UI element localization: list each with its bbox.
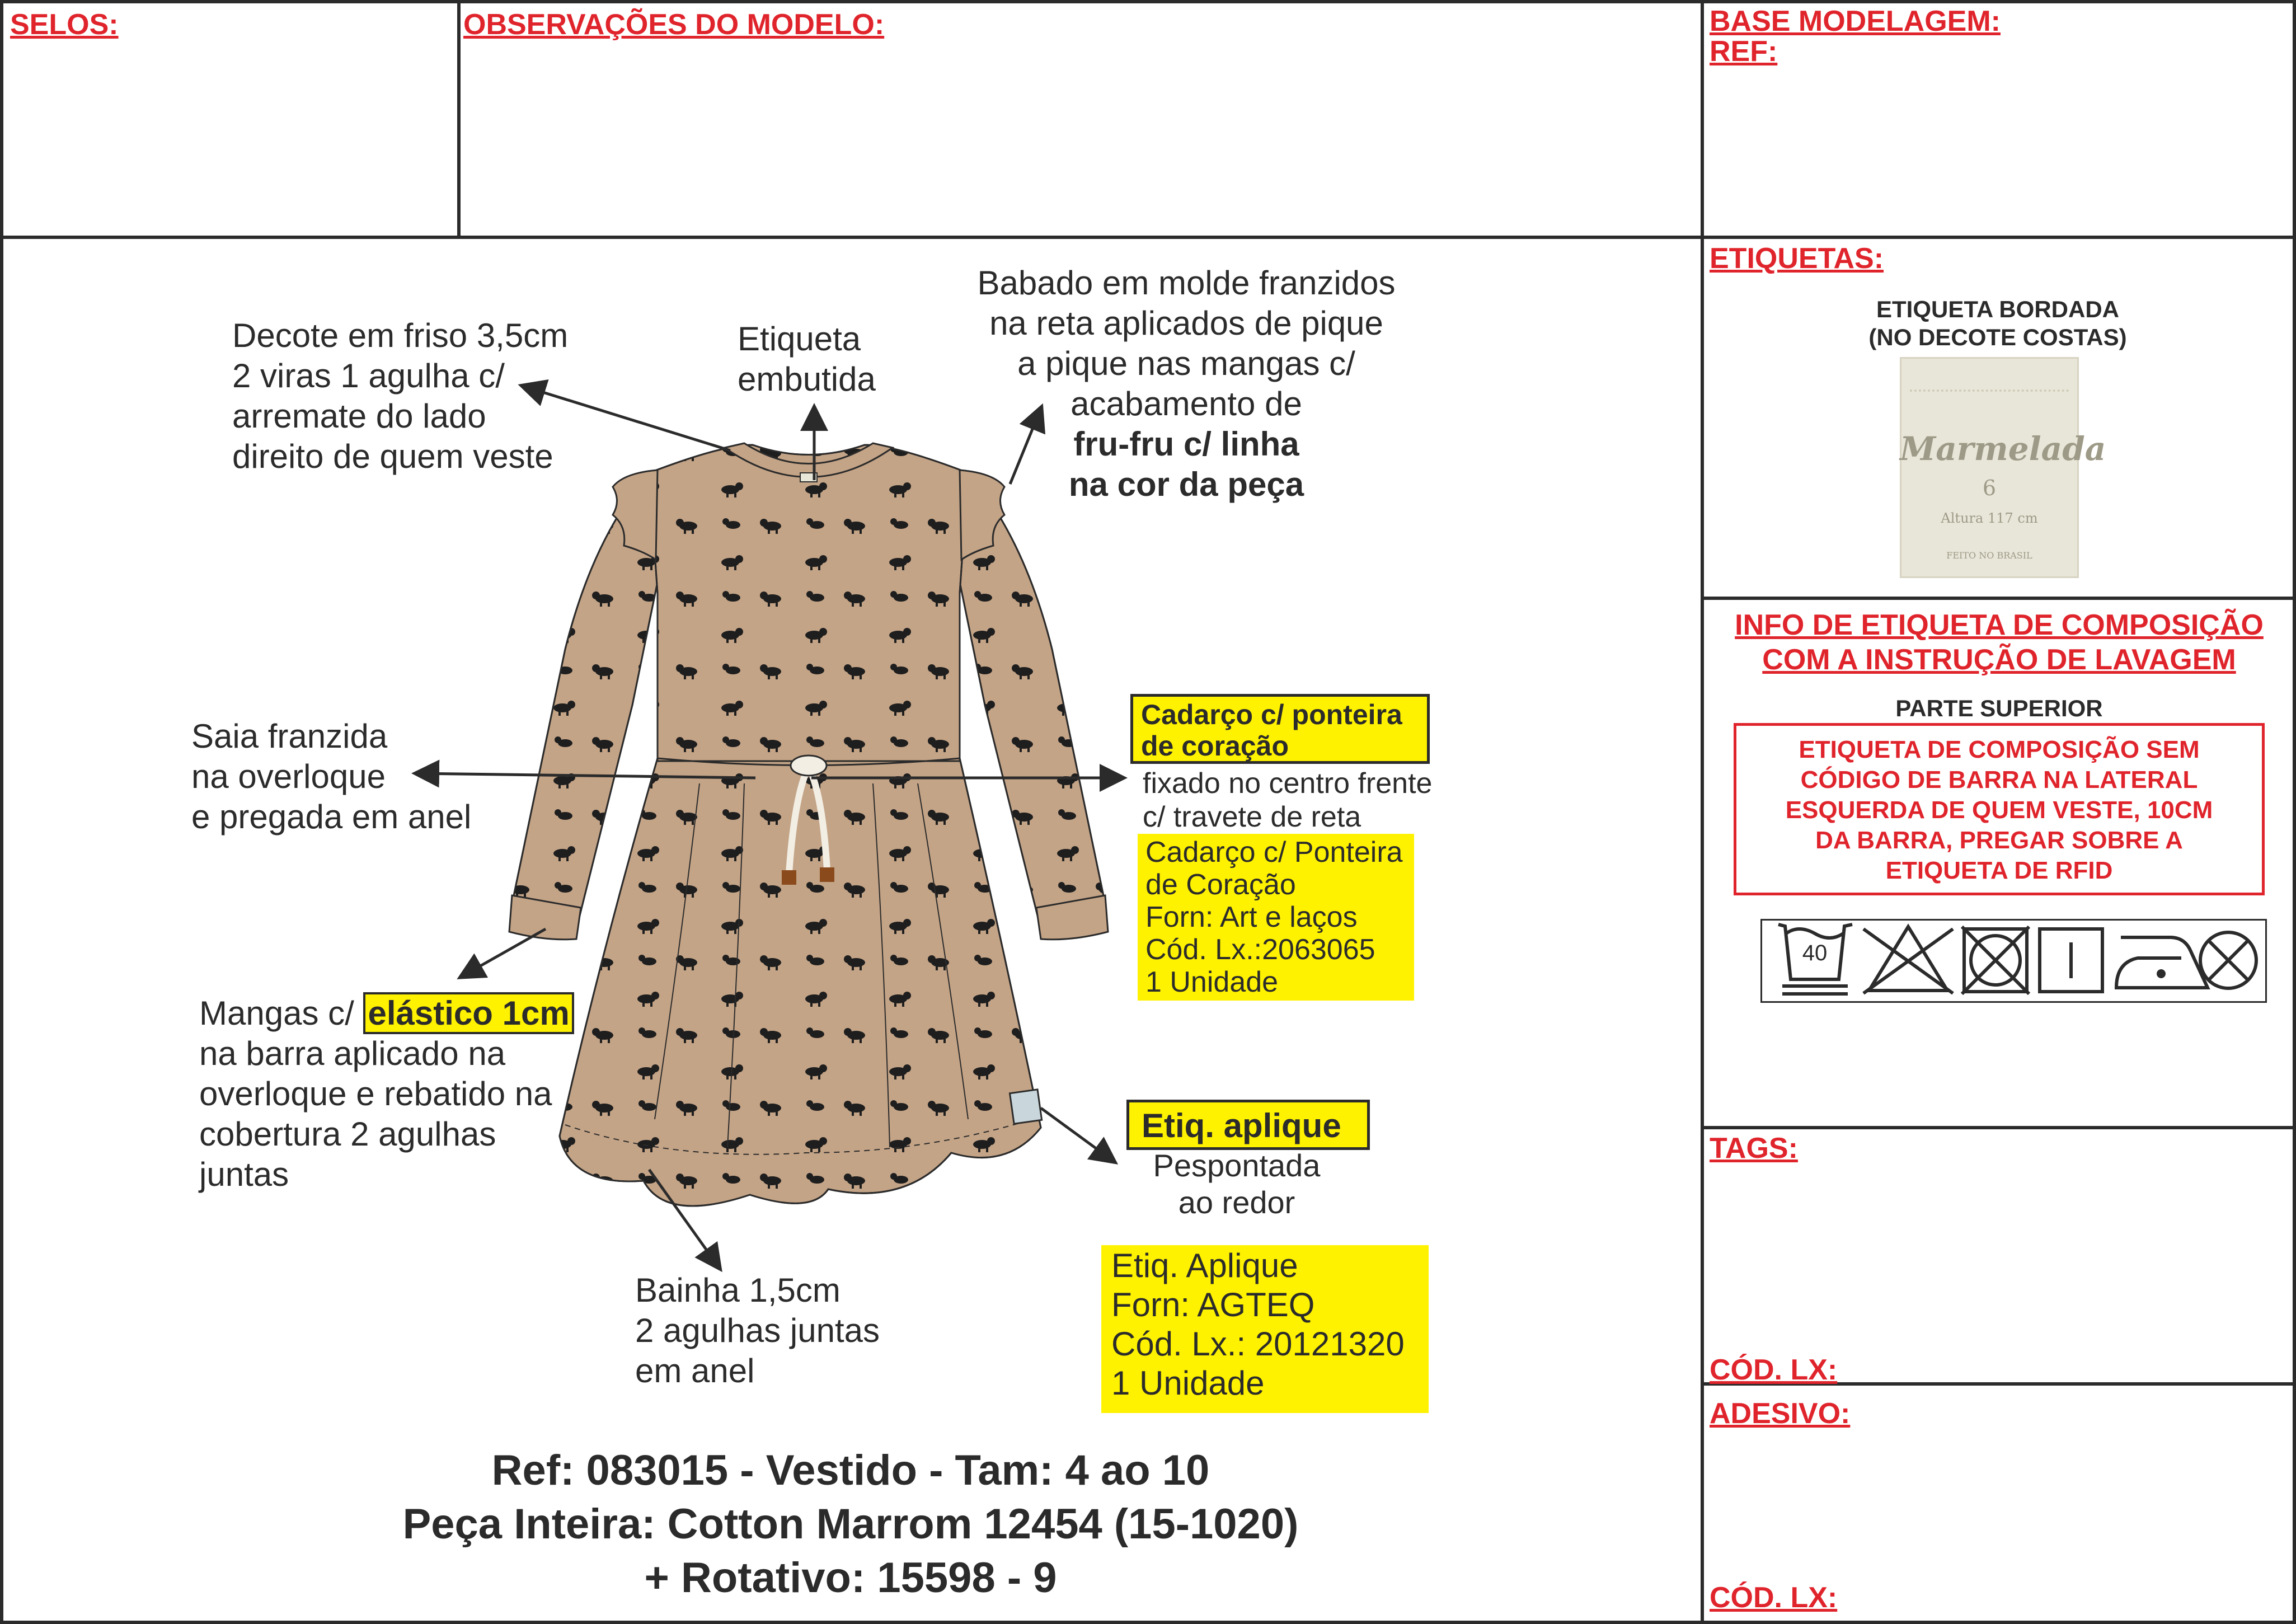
annotation-babado: Babado em molde franzidos na reta aplicados de pique a pique nas mangas c/ acabamento de fru-fru c/ linha na cor da peça <box>977 264 1396 503</box>
adesivo-header: ADESIVO: <box>1710 1397 1851 1430</box>
arrow-mangas <box>462 929 546 977</box>
svg-text:40: 40 <box>1802 941 1828 965</box>
etiquetas-header: ETIQUETAS: <box>1710 242 1884 275</box>
elastico-highlight: elástico 1cm <box>363 992 574 1034</box>
selos-header: SELOS: <box>10 8 119 41</box>
tags-cod-lx: CÓD. LX: <box>1710 1354 1838 1386</box>
cadarco-title-box: Cadarço c/ ponteira de coração <box>1130 694 1430 764</box>
base-modelagem-header: BASE MODELAGEM: <box>1710 5 2001 37</box>
aplique-supplier-box: Etiq. Aplique Forn: AGTEQ Cód. Lx.: 20121320 1 Unidade <box>1101 1245 1429 1413</box>
label-made: FEITO NO BRASIL <box>1946 550 2032 561</box>
composition-title: INFO DE ETIQUETA DE COMPOSIÇÃO COM A INSTRUÇÃO DE LAVAGEM <box>1735 609 2264 676</box>
applique-label <box>1010 1090 1041 1124</box>
footer-fabric: Peça Inteira: Cotton Marrom 12454 (15-1020) <box>402 1500 1299 1548</box>
observacoes-header: OBSERVAÇÕES DO MODELO: <box>463 8 885 41</box>
footer-spec <box>0 1444 1701 1605</box>
tags-header: TAGS: <box>1710 1132 1798 1165</box>
etiq-aplique-title-box: Etiq. aplique <box>1126 1100 1370 1150</box>
heart-tip-right <box>820 867 834 882</box>
heart-tip-left <box>782 870 796 885</box>
annotation-saia: Saia franzida na overloque e pregada em anel <box>191 717 472 836</box>
annotation-etiqueta: Etiqueta embutida <box>738 320 876 398</box>
label-height: Altura 117 cm <box>1941 510 2038 526</box>
composition-box: ETIQUETA DE COMPOSIÇÃO SEM CÓDIGO DE BARRA NA LATERAL ESQUERDA DE QUEM VESTE, 10CM DA BARRA, PREGAR SOBRE A ETIQUETA DE RFID <box>1734 723 2265 895</box>
annotation-mangas: Mangas c/ elástico 1cm na barra aplicado na overloque e rebatido na cobertura 2 agulhas juntas <box>199 993 574 1195</box>
label-size: 6 <box>1982 476 1997 500</box>
annotation-pespontada: Pespontada ao redor <box>1153 1148 1321 1220</box>
footer-ref: Ref: 083015 - Vestido - Tam: 4 ao 10 <box>491 1447 1210 1494</box>
arrow-aplique <box>1041 1108 1114 1161</box>
annotation-cadarco-desc: fixado no centro frente c/ travete de reta <box>1143 767 1433 833</box>
footer-print: + Rotativo: 15598 - 9 <box>644 1554 1057 1602</box>
annotation-bainha: Bainha 1,5cm 2 agulhas juntas em anel <box>635 1271 880 1390</box>
ref-header: REF: <box>1710 35 1778 68</box>
embroidered-label-title: ETIQUETA BORDADA (NO DECOTE COSTAS) <box>1868 296 2127 350</box>
parte-superior: PARTE SUPERIOR <box>1895 695 2103 721</box>
label-brand: Marmelada <box>1900 430 2106 468</box>
annotation-decote: Decote em friso 3,5cm 2 viras 1 agulha c/ arremate do lado direito de quem veste <box>232 317 569 475</box>
cadarco-supplier-box: Cadarço c/ Ponteira de Coração Forn: Art e laços Cód. Lx.:2063065 1 Unidade <box>1138 834 1414 1001</box>
adesivo-cod-lx: CÓD. LX: <box>1710 1581 1838 1614</box>
